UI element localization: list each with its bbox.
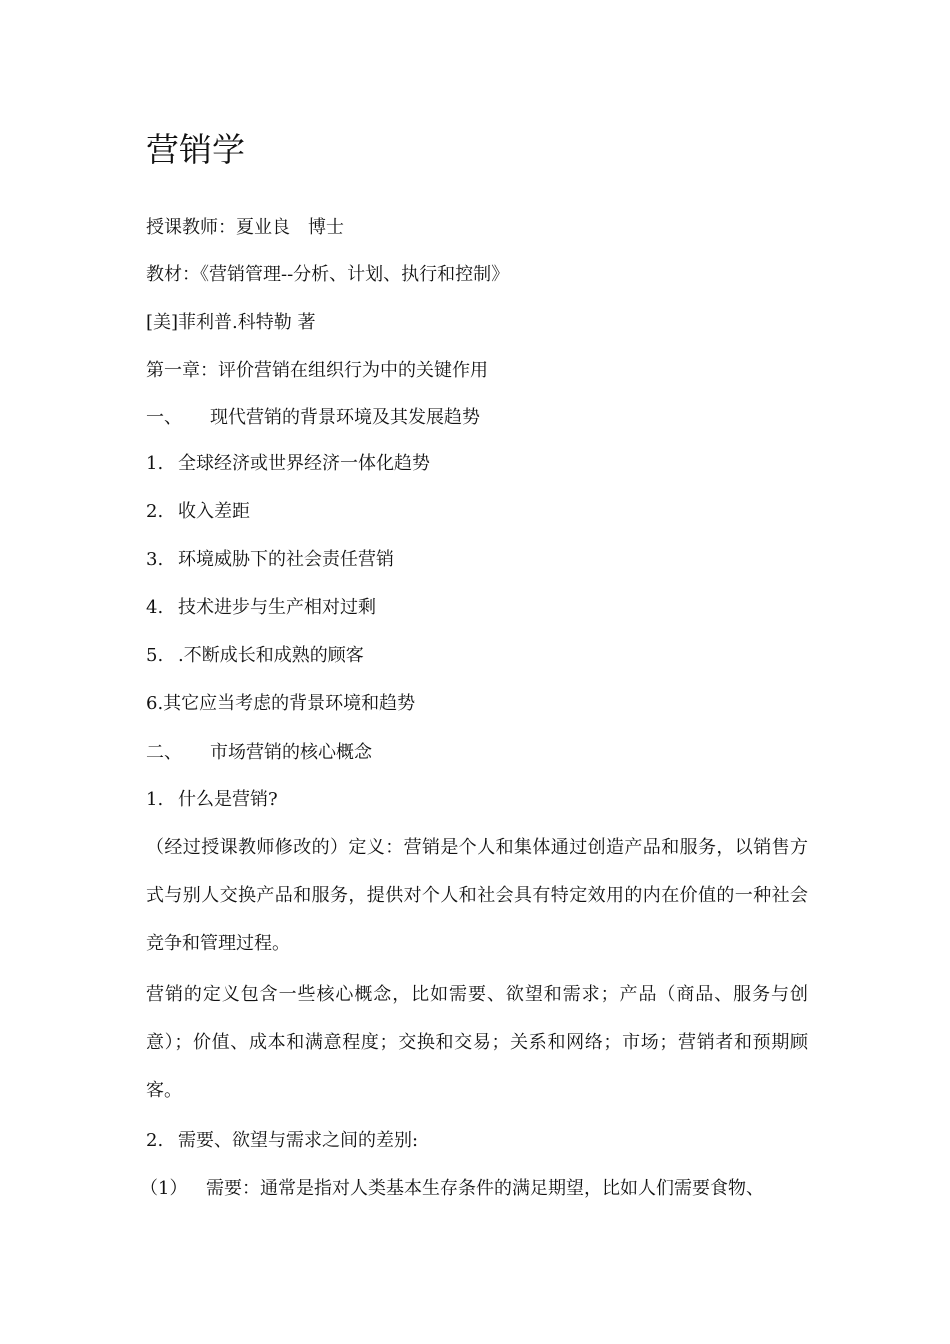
list-item: 6.其它应当考虑的背景环境和趋势 [146, 693, 416, 714]
list-item-text: 需要、欲望与需求之间的差别: [178, 1130, 419, 1151]
definition-paragraph: （经过授课教师修改的）定义：营销是个人和集体通过创造产品和服务，以销售方式与别人交换产品和服务，提供对个人和社会具有特定效用的内在价值的一种社会竞争和管理过程。 [146, 837, 808, 954]
list-item [146, 644, 364, 668]
sub-item-text: 需要：通常是指对人类基本生存条件的满足期望，比如人们需要食物、 [206, 1178, 764, 1199]
list-item-number: 5. [146, 645, 164, 666]
section-number: 一、 [146, 407, 182, 428]
list-item [146, 548, 394, 572]
list-item-number: 1. [146, 789, 164, 810]
section-number: 二、 [146, 742, 182, 763]
chapter-heading: 第一章：评价营销在组织行为中的关键作用 [146, 360, 488, 381]
section-title: 现代营销的背景环境及其发展趋势 [210, 407, 480, 428]
list-item-number: 4. [146, 597, 164, 618]
list-item-text: 什么是营销? [178, 789, 278, 810]
textbook-line: 教材：《营销管理--分析、计划、执行和控制》 [146, 264, 510, 285]
list-item-number: 3. [146, 549, 164, 570]
document-title: 营销学 [146, 130, 245, 169]
section-heading-1 [146, 406, 480, 430]
list-item [146, 452, 430, 476]
list-item-number: 2. [146, 501, 164, 522]
question-2 [146, 1129, 418, 1153]
list-item-text: .不断成长和成熟的顾客 [178, 645, 364, 666]
sub-item-number: （1） [140, 1178, 188, 1199]
list-item-text: 全球经济或世界经济一体化趋势 [178, 453, 430, 474]
list-item-number: 1. [146, 453, 164, 474]
list-item-text: 环境威胁下的社会责任营销 [178, 549, 394, 570]
list-item-text: 收入差距 [178, 501, 250, 522]
list-item-number: 2. [146, 1130, 164, 1151]
section-heading-2 [146, 741, 372, 765]
list-item [146, 500, 250, 524]
section-title: 市场营销的核心概念 [210, 742, 372, 763]
list-item-text: 技术进步与生产相对过剩 [178, 597, 376, 618]
question-1 [146, 788, 278, 812]
concepts-paragraph: 营销的定义包含一些核心概念，比如需要、欲望和需求；产品（商品、服务与创意）；价值、成本和满意程度；交换和交易；关系和网络；市场；营销者和预期顾客。 [146, 984, 808, 1101]
author-line: [美]菲利普.科特勒 著 [146, 312, 316, 333]
sub-item-1 [140, 1177, 764, 1201]
instructor-line: 授课教师：夏业良 博士 [146, 217, 344, 238]
list-item [146, 596, 376, 620]
